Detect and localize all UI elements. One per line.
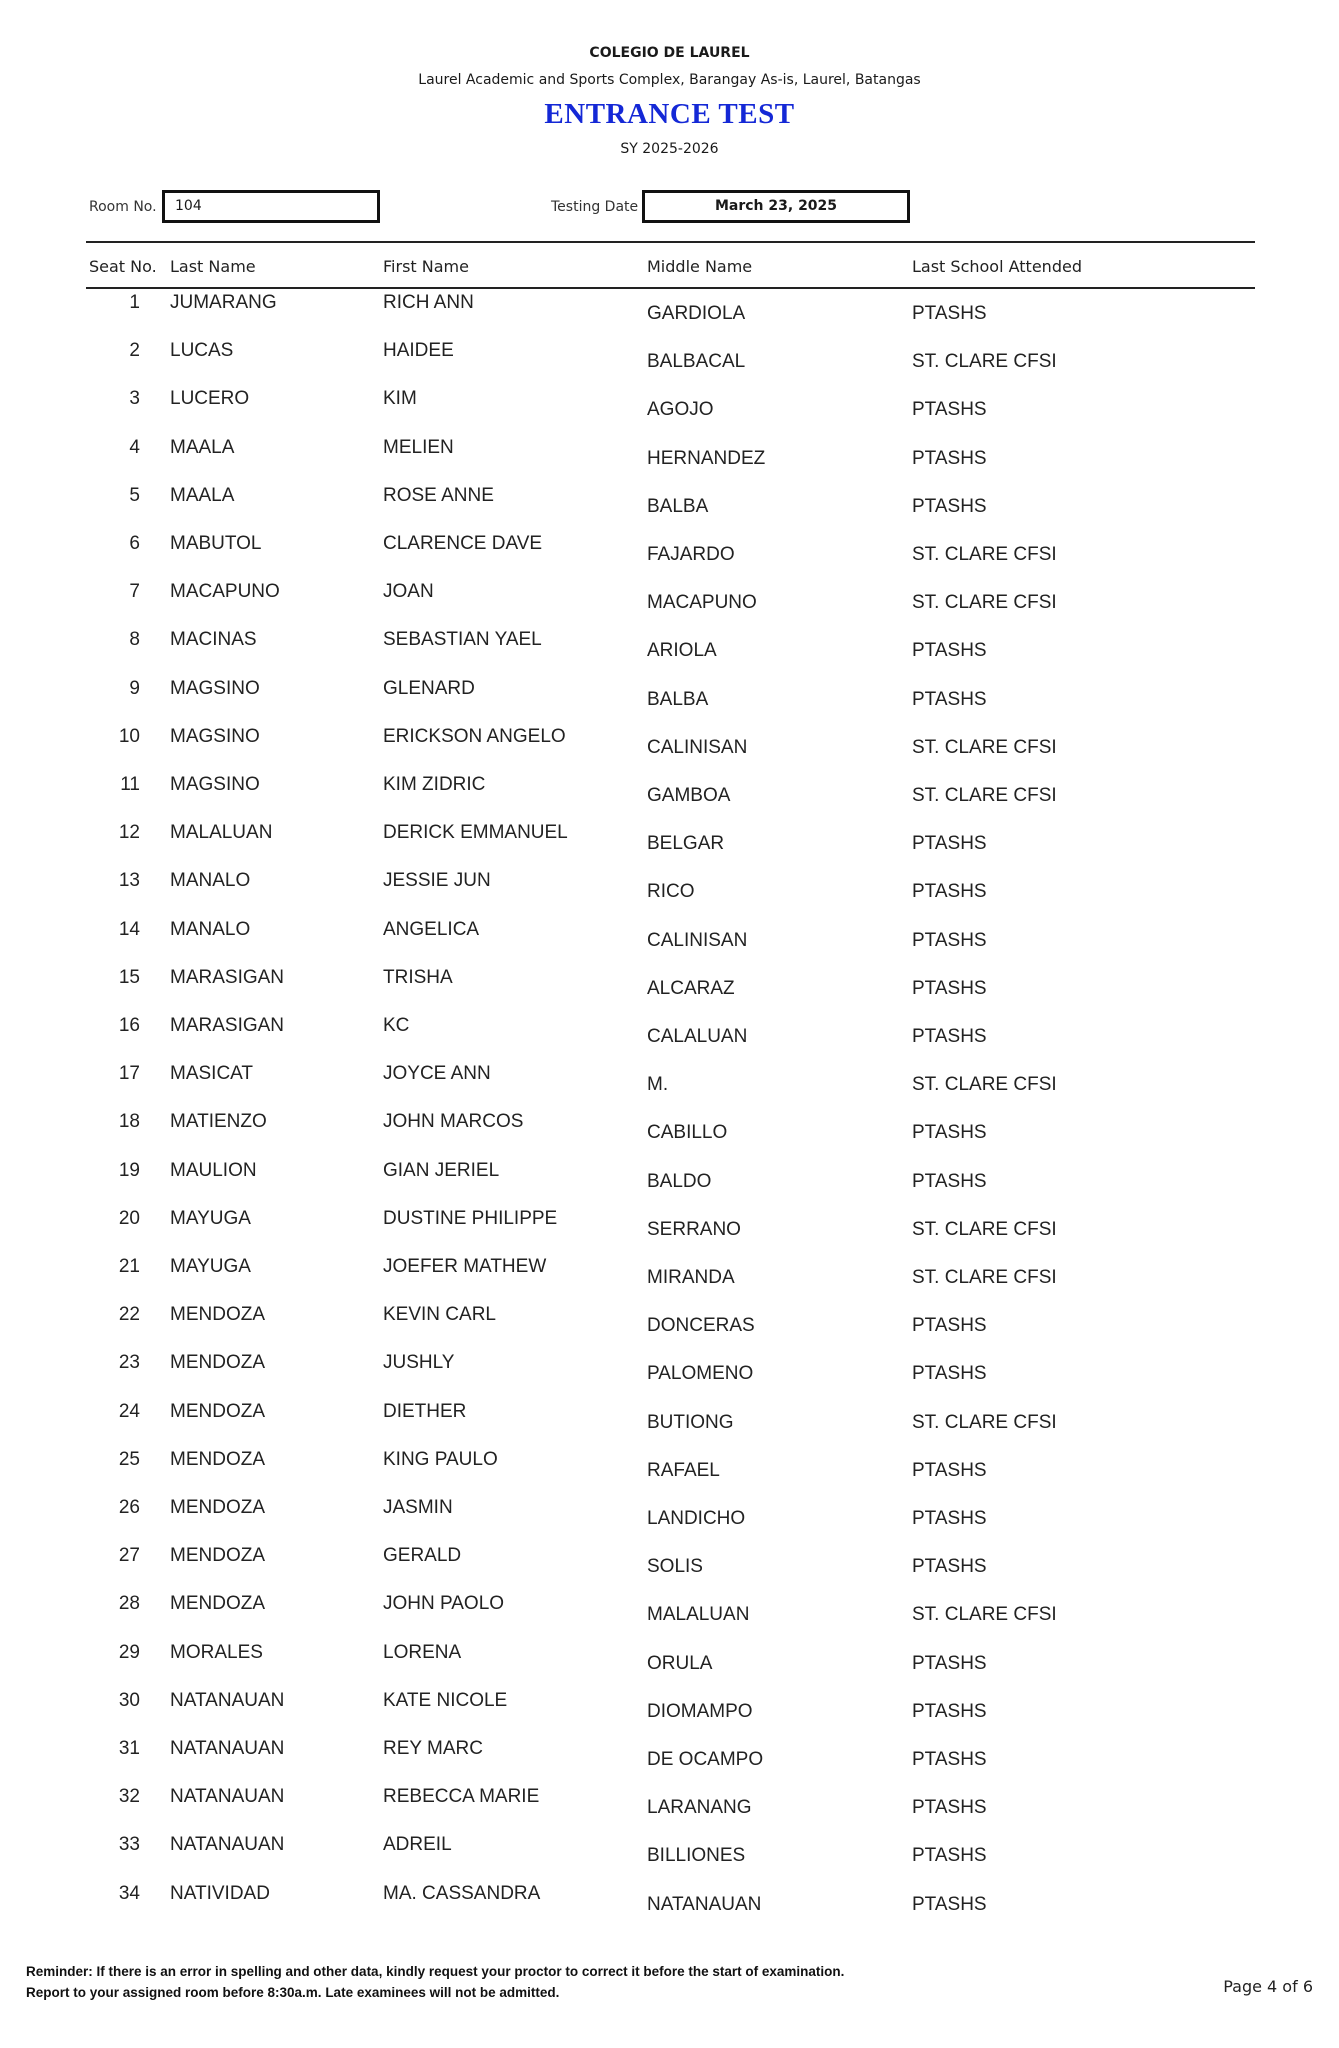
last-name: MAGSINO — [170, 725, 260, 747]
first-name: JOEFER MATHEW — [383, 1256, 547, 1277]
middle-name: BILLIONES — [647, 1845, 746, 1867]
first-name: KEVIN CARL — [383, 1304, 496, 1326]
last-name: MATIENZO — [170, 1111, 267, 1133]
first-name: DIETHER — [383, 1400, 467, 1422]
seat-number: 34 — [118, 1882, 140, 1904]
first-name: GERALD — [383, 1545, 462, 1567]
table-row — [0, 1690, 1339, 1738]
last-name: MAULION — [170, 1159, 257, 1181]
reminder-line-2: Report to your assigned room before 8:30a.m. Late examinees will not be admitted. — [26, 1985, 560, 2000]
middle-name: FAJARDO — [647, 544, 735, 565]
middle-name: ALCARAZ — [647, 977, 735, 999]
table-row — [0, 1208, 1339, 1256]
first-name: LORENA — [383, 1641, 462, 1663]
middle-name: GARDIOLA — [647, 303, 746, 324]
middle-name: CALINISAN — [647, 929, 748, 951]
middle-name: SOLIS — [647, 1556, 703, 1578]
col-header-seat: Seat No. — [89, 257, 157, 276]
last-school-attended: ST. CLARE CFSI — [912, 785, 1057, 806]
middle-name: LANDICHO — [647, 1508, 746, 1529]
last-name: MORALES — [170, 1641, 263, 1663]
middle-name: LARANANG — [647, 1797, 752, 1819]
middle-name: MACAPUNO — [647, 592, 757, 614]
school-name: COLEGIO DE LAUREL — [589, 45, 750, 61]
middle-name: RAFAEL — [647, 1459, 720, 1481]
table-row — [0, 967, 1339, 1015]
last-school-attended: PTASHS — [912, 1893, 987, 1915]
seat-number: 24 — [118, 1400, 140, 1422]
first-name: MA. CASSANDRA — [383, 1882, 541, 1904]
table-row — [0, 1304, 1339, 1352]
last-name: MAALA — [170, 484, 235, 506]
table-row — [0, 1593, 1339, 1641]
first-name: MELIEN — [383, 436, 454, 458]
seat-number: 9 — [129, 677, 140, 699]
seat-number: 8 — [129, 629, 140, 651]
last-name: MENDOZA — [170, 1593, 265, 1615]
last-school-attended: PTASHS — [912, 1122, 987, 1144]
middle-name: CALALUAN — [647, 1026, 748, 1047]
middle-name: BALBA — [647, 688, 709, 710]
school-address: Laurel Academic and Sports Complex, Barangay As-is, Laurel, Batangas — [418, 72, 921, 88]
last-name: MACAPUNO — [170, 581, 280, 603]
last-school-attended: PTASHS — [912, 833, 987, 855]
last-school-attended: PTASHS — [912, 640, 987, 662]
seat-number: 21 — [118, 1256, 140, 1277]
seat-number: 5 — [129, 484, 140, 506]
first-name: JOAN — [383, 581, 434, 603]
last-name: MANALO — [170, 918, 251, 940]
last-name: NATANAUAN — [170, 1834, 285, 1856]
last-name: MENDOZA — [170, 1352, 265, 1374]
table-row — [0, 388, 1339, 436]
first-name: SEBASTIAN YAEL — [383, 629, 542, 651]
last-school-attended: PTASHS — [912, 1170, 987, 1192]
seat-number: 23 — [118, 1352, 140, 1374]
seat-number: 17 — [118, 1063, 140, 1085]
last-school-attended: PTASHS — [912, 688, 987, 710]
seat-number: 4 — [129, 436, 140, 458]
last-name: MANALO — [170, 870, 251, 892]
last-name: MALALUAN — [170, 822, 273, 844]
table-row — [0, 1015, 1339, 1063]
table-row — [0, 1111, 1339, 1159]
middle-name: HERNANDEZ — [647, 447, 766, 469]
seat-number: 20 — [118, 1207, 140, 1229]
first-name: RICH ANN — [383, 292, 474, 313]
table-row — [0, 533, 1339, 581]
first-name: KING PAULO — [383, 1448, 498, 1470]
table-row — [0, 340, 1339, 388]
middle-name: AGOJO — [647, 399, 714, 421]
seat-number: 25 — [118, 1448, 140, 1470]
table-row — [0, 726, 1339, 774]
last-name: JUMARANG — [170, 292, 277, 313]
last-school-attended: PTASHS — [912, 1797, 987, 1819]
last-name: MABUTOL — [170, 533, 262, 554]
first-name: ADREIL — [383, 1834, 452, 1856]
seat-number: 10 — [118, 725, 140, 747]
seat-number: 6 — [129, 533, 140, 554]
table-row — [0, 1256, 1339, 1304]
seat-number: 13 — [118, 870, 140, 892]
first-name: ERICKSON ANGELO — [383, 725, 566, 747]
last-school-attended: ST. CLARE CFSI — [912, 736, 1057, 758]
last-name: MAYUGA — [170, 1207, 251, 1229]
table-row — [0, 919, 1339, 967]
seat-number: 27 — [118, 1545, 140, 1567]
col-header-last-school: Last School Attended — [912, 257, 1082, 276]
school-year: SY 2025-2026 — [620, 141, 719, 157]
first-name: CLARENCE DAVE — [383, 533, 543, 554]
last-name: MAGSINO — [170, 677, 260, 699]
table-top-rule — [86, 241, 1255, 243]
col-header-first-name: First Name — [383, 257, 469, 276]
table-row — [0, 1160, 1339, 1208]
last-school-attended: ST. CLARE CFSI — [912, 1411, 1057, 1433]
table-row — [0, 1401, 1339, 1449]
middle-name: BALBACAL — [647, 351, 746, 373]
middle-name: SERRANO — [647, 1218, 741, 1240]
middle-name: NATANAUAN — [647, 1893, 762, 1915]
middle-name: BALDO — [647, 1170, 712, 1192]
last-school-attended: PTASHS — [912, 447, 987, 469]
first-name: KIM — [383, 388, 417, 410]
seat-number: 26 — [118, 1497, 140, 1518]
last-school-attended: PTASHS — [912, 929, 987, 951]
middle-name: MALALUAN — [647, 1604, 750, 1626]
first-name: TRISHA — [383, 966, 453, 988]
testing-date-label: Testing Date — [551, 199, 639, 215]
middle-name: RICO — [647, 881, 695, 903]
first-name: DERICK EMMANUEL — [383, 822, 568, 844]
last-school-attended: PTASHS — [912, 1315, 987, 1337]
table-header-rule — [86, 287, 1255, 289]
seat-number: 31 — [118, 1738, 140, 1759]
last-school-attended: ST. CLARE CFSI — [912, 1218, 1057, 1240]
seat-number: 28 — [118, 1593, 140, 1615]
middle-name: BALBA — [647, 495, 709, 517]
seat-number: 16 — [118, 1015, 140, 1036]
seat-number: 32 — [118, 1786, 140, 1808]
seat-number: 18 — [118, 1111, 140, 1133]
middle-name: BELGAR — [647, 833, 725, 855]
last-name: LUCERO — [170, 388, 250, 410]
reminder-line-1: Reminder: If there is an error in spelling and other data, kindly request your proctor to correct it before the start of examination. — [26, 1964, 845, 1979]
table-row — [0, 678, 1339, 726]
middle-name: CALINISAN — [647, 736, 748, 758]
last-name: MAYUGA — [170, 1256, 251, 1277]
last-school-attended: PTASHS — [912, 881, 987, 903]
seat-number: 14 — [118, 918, 140, 940]
last-school-attended: PTASHS — [912, 1459, 987, 1481]
page-number: Page 4 of 6 — [1223, 1977, 1313, 1996]
last-school-attended: PTASHS — [912, 303, 987, 324]
col-header-middle-name: Middle Name — [647, 257, 753, 276]
last-name: NATANAUAN — [170, 1738, 285, 1759]
seat-number: 33 — [118, 1834, 140, 1856]
middle-name: MIRANDA — [647, 1267, 735, 1288]
first-name: REBECCA MARIE — [383, 1786, 540, 1808]
last-school-attended: ST. CLARE CFSI — [912, 1604, 1057, 1626]
col-header-last-name: Last Name — [170, 257, 256, 276]
seat-number: 2 — [129, 340, 140, 362]
table-row — [0, 774, 1339, 822]
last-name: MENDOZA — [170, 1497, 265, 1518]
last-school-attended: PTASHS — [912, 1026, 987, 1047]
last-name: MENDOZA — [170, 1400, 265, 1422]
table-row — [0, 1786, 1339, 1834]
first-name: ROSE ANNE — [383, 484, 494, 506]
last-name: NATANAUAN — [170, 1689, 285, 1711]
last-name: NATANAUAN — [170, 1786, 285, 1808]
table-row — [0, 1063, 1339, 1111]
last-name: MENDOZA — [170, 1448, 265, 1470]
table-row — [0, 1545, 1339, 1593]
last-name: MASICAT — [170, 1063, 254, 1085]
testing-date-field: March 23, 2025 — [642, 190, 910, 223]
seat-number: 3 — [129, 388, 140, 410]
seat-number: 22 — [118, 1304, 140, 1326]
middle-name: BUTIONG — [647, 1411, 734, 1433]
seat-number: 15 — [118, 966, 140, 988]
first-name: JASMIN — [383, 1497, 453, 1518]
last-school-attended: ST. CLARE CFSI — [912, 592, 1057, 614]
table-row — [0, 822, 1339, 870]
last-school-attended: ST. CLARE CFSI — [912, 1074, 1057, 1096]
first-name: KIM ZIDRIC — [383, 774, 486, 795]
seat-number: 19 — [118, 1159, 140, 1181]
seat-number: 11 — [120, 774, 140, 795]
room-label: Room No. — [89, 199, 157, 215]
table-row — [0, 870, 1339, 918]
last-school-attended: PTASHS — [912, 977, 987, 999]
last-name: NATIVIDAD — [170, 1882, 270, 1904]
table-row — [0, 581, 1339, 629]
last-name: MAALA — [170, 436, 235, 458]
first-name: ANGELICA — [383, 918, 480, 940]
table-row — [0, 1834, 1339, 1882]
first-name: HAIDEE — [383, 340, 454, 362]
last-school-attended: PTASHS — [912, 1363, 987, 1385]
table-row — [0, 485, 1339, 533]
first-name: DUSTINE PHILIPPE — [383, 1207, 558, 1229]
first-name: REY MARC — [383, 1738, 483, 1759]
middle-name: DE OCAMPO — [647, 1749, 764, 1770]
last-name: MENDOZA — [170, 1545, 265, 1567]
last-name: MACINAS — [170, 629, 257, 651]
seat-number: 12 — [118, 822, 140, 844]
last-school-attended: PTASHS — [912, 495, 987, 517]
table-row — [0, 1642, 1339, 1690]
first-name: JOHN PAOLO — [383, 1593, 505, 1615]
first-name: GLENARD — [383, 677, 475, 699]
table-row — [0, 1352, 1339, 1400]
middle-name: ORULA — [647, 1652, 713, 1674]
seat-number: 1 — [129, 292, 140, 313]
seat-number: 30 — [118, 1689, 140, 1711]
last-school-attended: PTASHS — [912, 1652, 987, 1674]
middle-name: CABILLO — [647, 1122, 728, 1144]
seat-number: 29 — [118, 1641, 140, 1663]
first-name: JOYCE ANN — [383, 1063, 491, 1085]
first-name: KC — [383, 1015, 410, 1036]
table-row — [0, 1738, 1339, 1786]
room-number-field: 104 — [162, 190, 380, 223]
table-row — [0, 1883, 1339, 1931]
first-name: JESSIE JUN — [383, 870, 491, 892]
first-name: KATE NICOLE — [383, 1689, 508, 1711]
document-title: ENTRANCE TEST — [544, 98, 795, 130]
middle-name: DONCERAS — [647, 1315, 755, 1337]
first-name: JOHN MARCOS — [383, 1111, 524, 1133]
last-school-attended: ST. CLARE CFSI — [912, 1267, 1057, 1288]
table-row — [0, 629, 1339, 677]
seat-number: 7 — [129, 581, 140, 603]
table-row — [0, 292, 1339, 340]
last-name: MENDOZA — [170, 1304, 265, 1326]
last-school-attended: ST. CLARE CFSI — [912, 351, 1057, 373]
table-row — [0, 1449, 1339, 1497]
middle-name: ARIOLA — [647, 640, 717, 662]
middle-name: PALOMENO — [647, 1363, 754, 1385]
last-name: MARASIGAN — [170, 1015, 285, 1036]
last-school-attended: PTASHS — [912, 1749, 987, 1770]
last-school-attended: PTASHS — [912, 1508, 987, 1529]
middle-name: DIOMAMPO — [647, 1700, 753, 1722]
table-row — [0, 437, 1339, 485]
first-name: GIAN JERIEL — [383, 1159, 500, 1181]
first-name: JUSHLY — [383, 1352, 455, 1374]
last-name: MARASIGAN — [170, 966, 285, 988]
last-school-attended: PTASHS — [912, 1845, 987, 1867]
last-name: MAGSINO — [170, 774, 260, 795]
last-school-attended: PTASHS — [912, 1700, 987, 1722]
table-row — [0, 1497, 1339, 1545]
last-school-attended: PTASHS — [912, 399, 987, 421]
last-school-attended: PTASHS — [912, 1556, 987, 1578]
middle-name: M. — [647, 1074, 669, 1096]
middle-name: GAMBOA — [647, 785, 731, 806]
last-name: LUCAS — [170, 340, 234, 362]
last-school-attended: ST. CLARE CFSI — [912, 544, 1057, 565]
